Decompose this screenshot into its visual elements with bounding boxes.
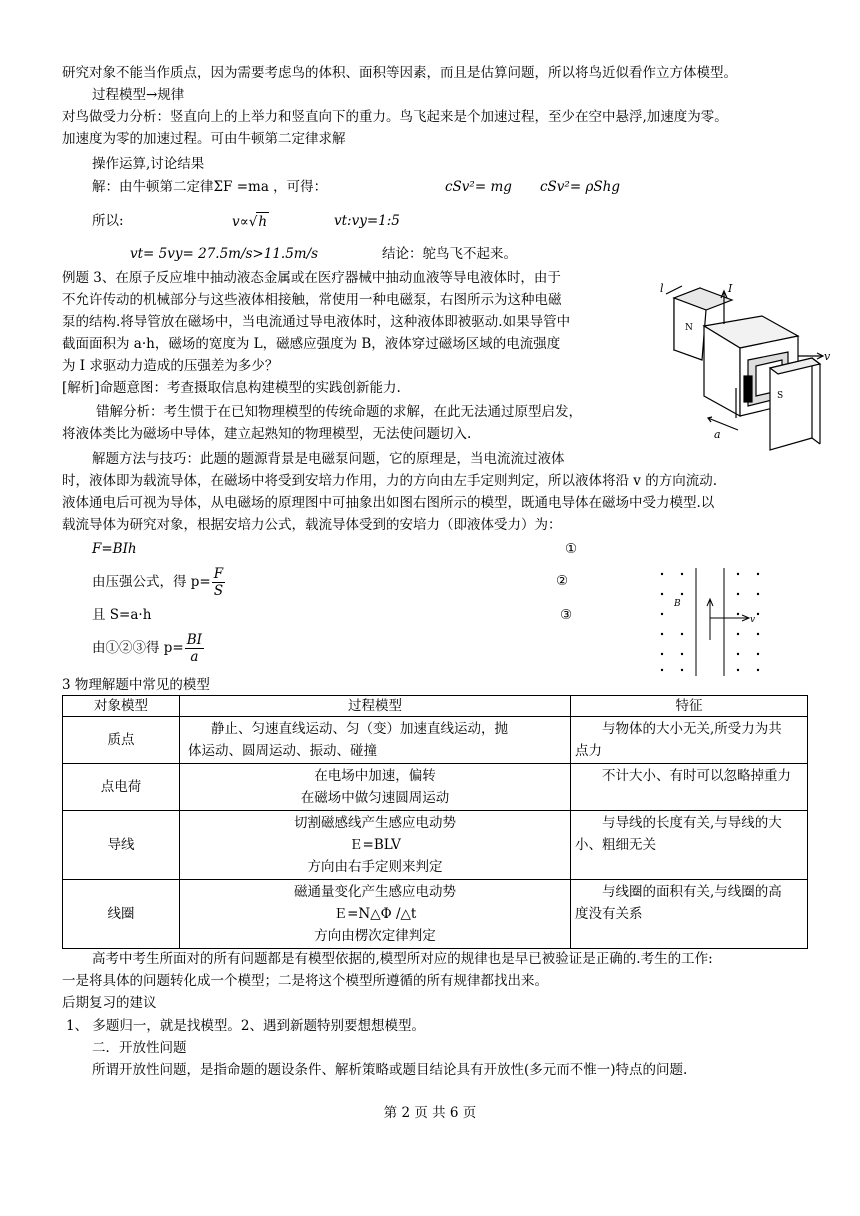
text-line: 时，液体即为载流导体，在磁场中将受到安培力作用，力的方向由左手定则判定，所以液体将沿 v 的方向流动. xyxy=(62,473,717,489)
equation-part: h xyxy=(258,214,268,230)
feature-cell xyxy=(571,764,808,811)
text-line: 为 I 求驱动力造成的压强差为多少？ xyxy=(62,358,279,374)
denominator: a xyxy=(190,649,199,665)
table-row xyxy=(63,811,808,880)
process-line: 方向由楞次定律判定 xyxy=(314,928,436,944)
equation-number: ③ xyxy=(560,607,573,623)
text-line: 截面面积为 a·h，磁场的宽度为 L，磁感应强度为 B，液体穿过磁场区域的电流强度 xyxy=(62,336,561,352)
page-footer: 第 2 页 共 6 页 xyxy=(383,1105,477,1121)
process-line: 体运动、圆周运动、振动、碰撞 xyxy=(188,743,377,759)
text-line: 高考中考生所面对的所有问题都是有模型依据的,模型所对应的规律也是早已被验证是正确的.考生的工作: xyxy=(92,951,713,967)
equation-2 xyxy=(92,560,225,604)
text-line: [解析]命题意图：考查摄取信息构建模型的实践创新能力. xyxy=(62,380,401,396)
numerator: F xyxy=(213,566,224,582)
process-line: 方向由右手定则来判定 xyxy=(307,859,443,875)
process-line: 磁通量变化产生感应电动势 xyxy=(294,884,456,900)
feature-line: 不计大小、有时可以忽略掉重力 xyxy=(602,768,791,784)
feature-line: 度没有关系 xyxy=(575,906,643,922)
header-cell: 特征 xyxy=(571,696,808,717)
table-row xyxy=(63,717,808,764)
header-cell: 对象模型 xyxy=(63,696,180,717)
text-line: 泵的结构.将导管放在磁场中，当电流通过导电液体时，这种液体即被驱动.如果导管中 xyxy=(62,314,571,330)
text-line: 加速度为零的加速过程。可由牛顿第二定律求解 xyxy=(62,131,346,147)
text-line: 1、 多题归一，就是找模型。2、遇到新题特别要想想模型。 xyxy=(66,1018,425,1034)
equation-part: v∝ xyxy=(232,214,249,230)
table-header-row xyxy=(63,696,808,717)
label-l: l xyxy=(660,282,664,295)
text-line: 载流导体为研究对象，根据安培力公式，载流导体受到的安培力（即液体受力）为： xyxy=(62,517,562,533)
fraction xyxy=(185,632,204,665)
models-table xyxy=(62,695,808,949)
label-v: v xyxy=(750,615,756,625)
equation: cSv²= mg xyxy=(445,179,512,195)
text-line: 过程模型→规律 xyxy=(92,87,185,103)
equation: cSv²= ρShg xyxy=(540,179,620,195)
object-cell: 质点 xyxy=(63,717,180,764)
table-row xyxy=(63,880,808,949)
equation-1: F=BIh xyxy=(92,541,137,557)
object-cell: 线圈 xyxy=(63,880,180,949)
process-line: 静止、匀速直线运动、匀（变）加速直线运动，抛 xyxy=(211,721,508,737)
label-v: v xyxy=(824,350,831,363)
process-line: 在电场中加速，偏转 xyxy=(314,768,436,784)
sqrt-sign: √ xyxy=(248,214,258,230)
header-cell: 过程模型 xyxy=(180,696,571,717)
process-cell xyxy=(180,764,571,811)
conclusion-text: 结论：鸵鸟飞不起来。 xyxy=(382,246,517,262)
pump-diagram xyxy=(652,278,832,476)
equation-3: 且 S=a·h xyxy=(92,607,152,623)
model-diagram xyxy=(652,566,772,676)
fraction xyxy=(212,566,225,599)
section-heading: 二．开放性问题 xyxy=(92,1040,187,1056)
equation-part: 由压强公式，得 p= xyxy=(92,574,211,590)
text-line: 所谓开放性问题，是指命题的题设条件、解析策略或题目结论具有开放性(多元而不惟一)特点的问题. xyxy=(92,1062,688,1078)
feature-cell xyxy=(571,811,808,880)
text-line: 液体通电后可视为导体，从电磁场的原理图中可抽象出如图右图所示的模型，既通电导体在磁场中受力模型.以 xyxy=(62,495,715,511)
equation-4 xyxy=(92,626,204,670)
equation-part: 由①②③得 p= xyxy=(92,640,184,656)
text-line: 对鸟做受力分析：竖直向上的上举力和竖直向下的重力。鸟飞起来是个加速过程，至少在空中悬浮,加速度为零。 xyxy=(62,109,728,125)
object-cell: 点电荷 xyxy=(63,764,180,811)
feature-cell xyxy=(571,880,808,949)
text-line: 解题方法与技巧：此题的题源背景是电磁泵问题，它的原理是，当电流流过液体 xyxy=(92,451,565,467)
feature-line: 与线圈的面积有关,与线圈的高 xyxy=(602,884,782,900)
process-line: 在磁场中做匀速圆周运动 xyxy=(300,790,450,806)
text-line: 所以: xyxy=(92,213,124,229)
process-cell xyxy=(180,880,571,949)
process-line: Ｅ=N△Φ /△t xyxy=(333,906,417,922)
denominator: S xyxy=(213,583,224,599)
numerator: BI xyxy=(186,632,203,648)
equation-number: ① xyxy=(565,541,578,557)
text-line: 例题 3、在原子反应堆中抽动液态金属或在医疗器械中抽动血液等导电液体时，由于 xyxy=(62,270,561,286)
object-cell: 导线 xyxy=(63,811,180,880)
feature-line: 点力 xyxy=(575,743,602,759)
feature-line: 与导线的长度有关,与导线的大 xyxy=(602,815,782,831)
label-a: a xyxy=(714,428,721,441)
svg-text:N: N xyxy=(685,323,693,333)
feature-line: 与物体的大小无关,所受力为共 xyxy=(602,721,782,737)
equation-result: vt= 5vy= 27.5m/s>11.5m/s xyxy=(130,246,319,262)
process-line: Ｅ=BLV xyxy=(349,837,401,853)
text-line: 一是将具体的问题转化成一个模型；二是将这个模型所遵循的所有规律都找出来。 xyxy=(62,973,548,989)
process-cell xyxy=(180,717,571,764)
text-line: 错解分析：考生惯于在已知物理模型的传统命题的求解，在此无法通过原型启发， xyxy=(96,404,582,420)
label-I: I xyxy=(728,282,733,295)
equation-ratio: vt:vy=1:5 xyxy=(334,213,400,229)
equation-proportional xyxy=(232,212,269,231)
text-line: 不允许传动的机械部分与这些液体相接触，常使用一种电磁泵，右图所示为这种电磁 xyxy=(62,292,562,308)
text-line: 将液体类比为磁场中导体，建立起熟知的物理模型，无法使问题切入. xyxy=(62,426,472,442)
feature-cell xyxy=(571,717,808,764)
section-heading: 3 物理解题中常见的模型 xyxy=(62,677,210,693)
text-line: 后期复习的建议 xyxy=(62,995,157,1011)
text-line: 解：由牛顿第二定律ΣF =ma ，可得： xyxy=(92,179,328,195)
table-row xyxy=(63,764,808,811)
text-line: 操作运算,讨论结果 xyxy=(92,156,205,172)
equation-number: ② xyxy=(556,573,569,589)
svg-text:S: S xyxy=(777,391,784,401)
text-line: 研究对象不能当作质点，因为需要考虑鸟的体积、面积等因素，而且是估算问题，所以将鸟近似看作立方体模型。 xyxy=(62,65,737,81)
process-line: 切割磁感线产生感应电动势 xyxy=(294,815,456,831)
label-B: B xyxy=(674,599,681,609)
feature-line: 小、粗细无关 xyxy=(575,837,656,853)
process-cell xyxy=(180,811,571,880)
